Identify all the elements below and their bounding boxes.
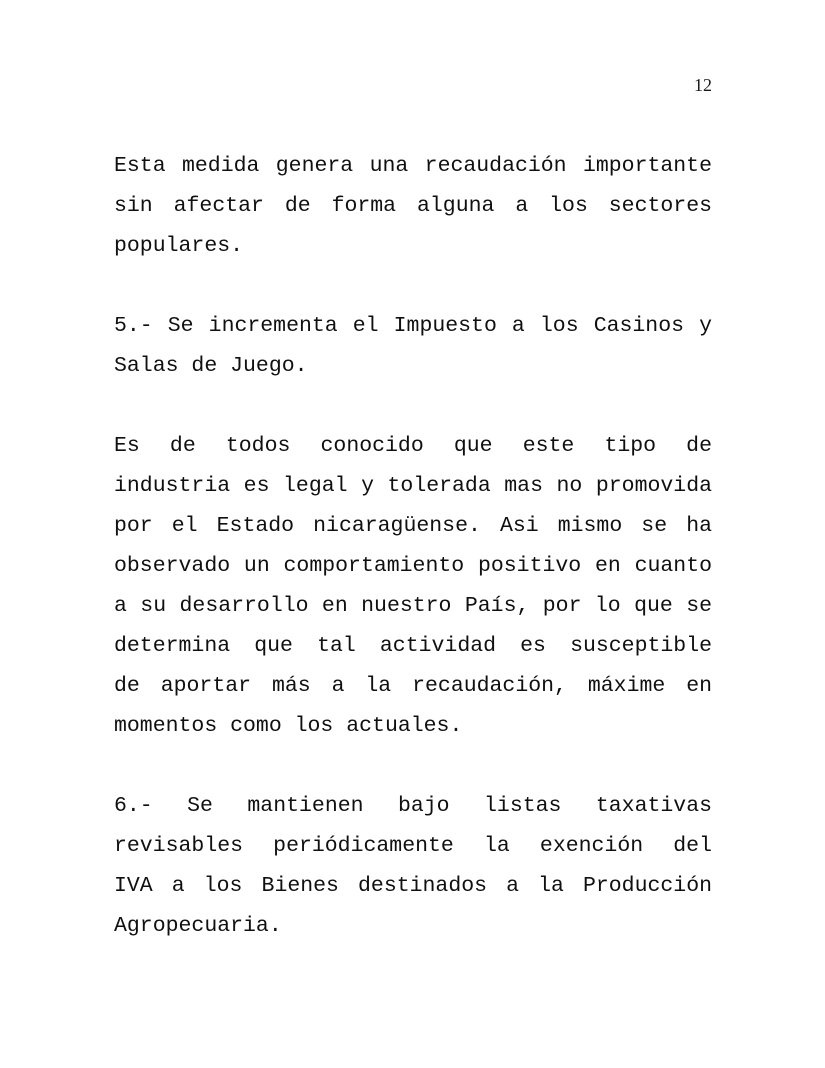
- text-line: IVA a los Bienes destinados a la Producción: [114, 874, 712, 898]
- text-line: Esta medida genera una recaudación importante: [114, 154, 712, 178]
- text-line: sin afectar de forma alguna a los sectores: [114, 194, 712, 218]
- page-number: 12: [694, 75, 712, 95]
- document-body: [114, 146, 712, 946]
- text-line: de aportar más a la recaudación, máxime en: [114, 674, 712, 698]
- paragraph: [114, 306, 712, 386]
- text-line: 5.- Se incrementa el Impuesto a los Casinos y: [114, 314, 712, 338]
- text-line: 6.- Se mantienen bajo listas taxativas: [114, 794, 712, 818]
- text-line: Es de todos conocido que este tipo de: [114, 434, 712, 458]
- text-line: momentos como los actuales.: [114, 714, 463, 738]
- text-line: revisables periódicamente la exención del: [114, 834, 712, 858]
- text-line: por el Estado nicaragüense. Asi mismo se ha: [114, 514, 712, 538]
- text-line: industria es legal y tolerada mas no promovida: [114, 474, 712, 498]
- paragraph: [114, 146, 712, 266]
- text-line: determina que tal actividad es susceptible: [114, 634, 712, 658]
- text-line: Agropecuaria.: [114, 914, 282, 938]
- paragraph: [114, 426, 712, 746]
- paragraph: [114, 786, 712, 946]
- text-line: populares.: [114, 234, 244, 258]
- text-line: observado un comportamiento positivo en cuanto: [114, 554, 712, 578]
- text-line: a su desarrollo en nuestro País, por lo que se: [114, 594, 712, 618]
- text-line: Salas de Juego.: [114, 354, 308, 378]
